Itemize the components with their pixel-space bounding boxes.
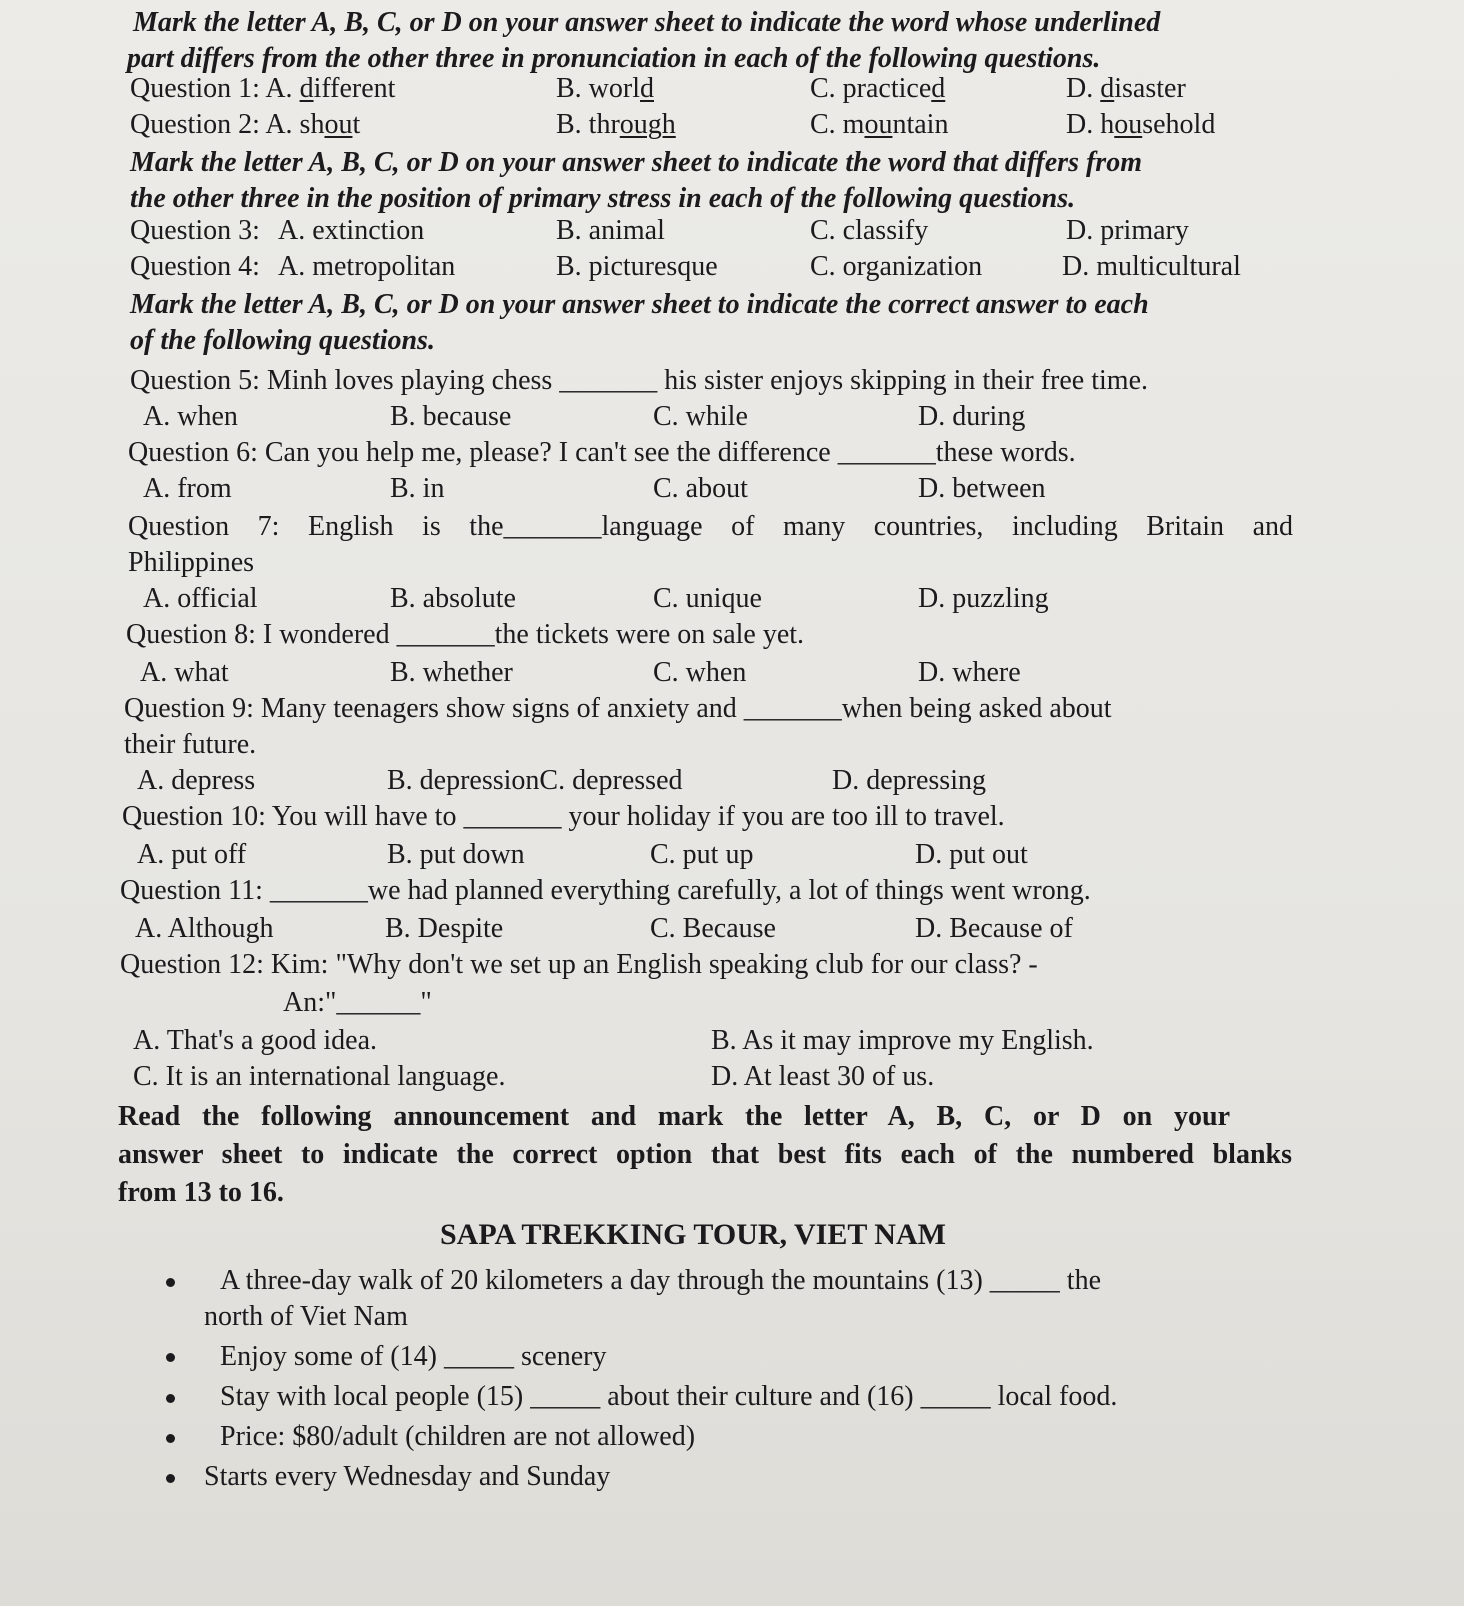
- question-2: [130, 108, 1270, 142]
- q12-options-row2: [133, 1060, 1233, 1094]
- q5-options: [143, 400, 1243, 434]
- section2-instruction-line1: Mark the letter A, B, C, or D on your answer sheet to indicate the word that differs from: [130, 147, 1142, 178]
- q1-option-d: D. disaster: [1066, 73, 1186, 104]
- q3-stem: Question 3:: [130, 215, 260, 246]
- q6-option-d: D. between: [918, 473, 1046, 504]
- q6-options: [143, 472, 1243, 506]
- q5-option-d: D. during: [918, 401, 1026, 432]
- q10-option-a: A. put off: [137, 839, 247, 870]
- q5-option-c: C. while: [653, 401, 748, 432]
- q1-option-a: Question 1: A. different: [130, 73, 396, 104]
- bullet-icon: [166, 1434, 175, 1443]
- q1-option-c: C. practiced: [810, 73, 946, 104]
- q7-stem-line2: Philippines: [128, 547, 255, 578]
- q10-option-c: C. put up: [650, 839, 754, 870]
- q7-stem-line1: Question 7: English is the_______language of many countries, including Britain and: [128, 511, 1293, 542]
- question-3: [130, 214, 1270, 248]
- q7-option-d: D. puzzling: [918, 583, 1049, 614]
- q12-option-b: B. As it may improve my English.: [711, 1025, 1094, 1056]
- section3-instruction-line1: Mark the letter A, B, C, or D on your answer sheet to indicate the correct answer to each: [130, 289, 1149, 320]
- q7-option-a: A. official: [143, 583, 258, 614]
- q12-option-a: A. That's a good idea.: [133, 1025, 378, 1056]
- announcement-item-1-line2: north of Viet Nam: [204, 1301, 408, 1332]
- q2-option-d: D. household: [1066, 109, 1216, 140]
- q8-option-d: D. where: [918, 657, 1021, 688]
- q5-option-b: B. because: [390, 401, 512, 432]
- q8-option-a: A. what: [140, 657, 229, 688]
- q8-option-b: B. whether: [390, 657, 513, 688]
- question-4: [130, 250, 1270, 284]
- section2-instruction-line2: the other three in the position of primary stress in each of the following questions.: [130, 183, 1076, 214]
- q9-options: [137, 764, 1237, 798]
- q12-option-c: C. It is an international language.: [133, 1061, 506, 1092]
- q12-stem-line1: Question 12: Kim: "Why don't we set up an English speaking club for our class? -: [120, 949, 1038, 980]
- q9-stem-line2: their future.: [124, 729, 257, 760]
- q9-option-a: A. depress: [137, 765, 256, 796]
- q5-stem: Question 5: Minh loves playing chess _______ his sister enjoys skipping in their free time.: [130, 365, 1148, 396]
- section3-instruction-line2: of the following questions.: [130, 325, 435, 356]
- q10-stem: Question 10: You will have to _______ your holiday if you are too ill to travel.: [122, 801, 1005, 832]
- section4-instruction-line1: Read the following announcement and mark the letter A, B, C, or D on your: [118, 1101, 1230, 1132]
- q11-options: [135, 912, 1235, 946]
- announcement-item-1-line1: A three-day walk of 20 kilometers a day through the mountains (13) _____ the: [220, 1265, 1102, 1296]
- q8-options: [140, 656, 1240, 690]
- q10-option-b: B. put down: [387, 839, 525, 870]
- announcement-item-3: Stay with local people (15) _____ about their culture and (16) _____ local food.: [220, 1381, 1118, 1412]
- q7-option-c: C. unique: [653, 583, 762, 614]
- q3-option-a: A. extinction: [278, 215, 425, 246]
- q6-stem: Question 6: Can you help me, please? I can't see the difference _______these words.: [128, 437, 1076, 468]
- q6-option-c: C. about: [653, 473, 748, 504]
- q7-option-b: B. absolute: [390, 583, 516, 614]
- q4-option-a: A. metropolitan: [278, 251, 456, 282]
- q11-stem: Question 11: _______we had planned everything carefully, a lot of things went wrong.: [120, 875, 1091, 906]
- q6-option-a: A. from: [143, 473, 232, 504]
- q12-options-row1: [133, 1024, 1233, 1058]
- q9-option-d: D. depressing: [832, 765, 986, 796]
- q12-stem-line2: An:"______": [283, 987, 432, 1018]
- q10-options: [137, 838, 1237, 872]
- q4-option-c: C. organization: [810, 251, 983, 282]
- q9-option-b-c: B. depressionC. depressed: [387, 765, 683, 796]
- q4-option-b: B. picturesque: [556, 251, 718, 282]
- announcement-item-4: Price: $80/adult (children are not allowed): [220, 1421, 696, 1452]
- q1-option-b: B. world: [556, 73, 654, 104]
- bullet-icon: [166, 1278, 175, 1287]
- announcement-item-5: Starts every Wednesday and Sunday: [204, 1461, 611, 1492]
- q4-stem: Question 4:: [130, 251, 260, 282]
- question-1: [130, 72, 1270, 106]
- q11-option-b: B. Despite: [385, 913, 504, 944]
- q11-option-a: A. Although: [135, 913, 274, 944]
- section4-instruction-line3: from 13 to 16.: [118, 1177, 284, 1208]
- bullet-icon: [166, 1474, 175, 1483]
- q8-option-c: C. when: [653, 657, 747, 688]
- q3-option-d: D. primary: [1066, 215, 1189, 246]
- q6-option-b: B. in: [390, 473, 445, 504]
- q3-option-b: B. animal: [556, 215, 665, 246]
- q5-option-a: A. when: [143, 401, 238, 432]
- q8-stem: Question 8: I wondered _______the tickets were on sale yet.: [126, 619, 805, 650]
- section1-instruction-line1: Mark the letter A, B, C, or D on your answer sheet to indicate the word whose underlined: [133, 7, 1161, 38]
- q2-option-c: C. mountain: [810, 109, 949, 140]
- section1-instruction-line2: part differs from the other three in pronunciation in each of the following questions.: [127, 43, 1101, 74]
- q10-option-d: D. put out: [915, 839, 1028, 870]
- q7-options: [143, 582, 1243, 616]
- bullet-icon: [166, 1394, 175, 1403]
- q4-option-d: D. multicultural: [1062, 251, 1241, 282]
- q2-option-a: Question 2: A. shout: [130, 109, 361, 140]
- bullet-icon: [166, 1353, 175, 1362]
- q11-option-c: C. Because: [650, 913, 776, 944]
- announcement-title: SAPA TREKKING TOUR, VIET NAM: [440, 1218, 946, 1251]
- q12-option-d: D. At least 30 of us.: [711, 1061, 935, 1092]
- q2-option-b: B. through: [556, 109, 676, 140]
- q9-stem-line1: Question 9: Many teenagers show signs of anxiety and _______when being asked about: [124, 693, 1112, 724]
- q11-option-d: D. Because of: [915, 913, 1073, 944]
- q3-option-c: C. classify: [810, 215, 929, 246]
- announcement-item-2: Enjoy some of (14) _____ scenery: [220, 1341, 607, 1372]
- section4-instruction-line2: answer sheet to indicate the correct option that best fits each of the numbered blanks: [118, 1139, 1292, 1170]
